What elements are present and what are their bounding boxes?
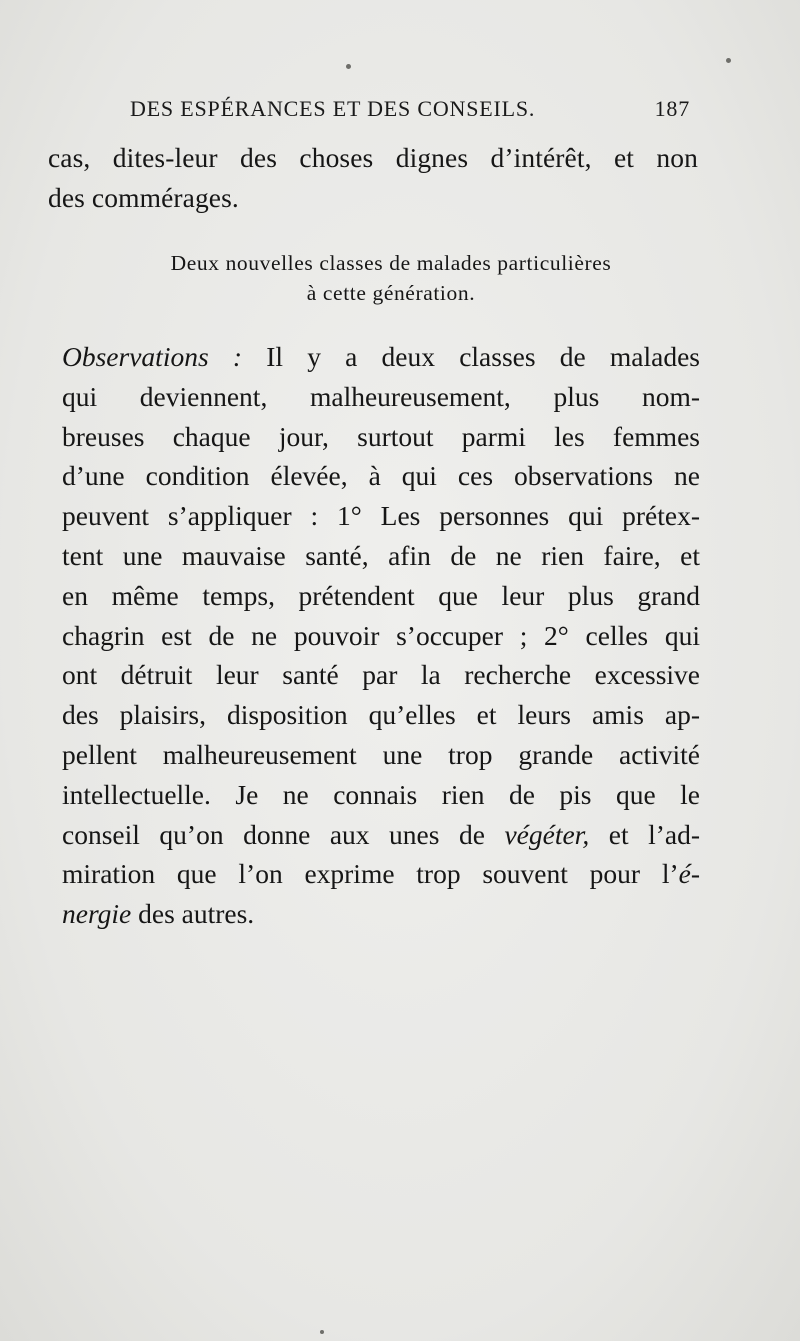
text-span: conseil qu’on donne aux unes de bbox=[62, 818, 485, 850]
observations-label: Observations : bbox=[62, 341, 243, 372]
paper-speck bbox=[346, 64, 351, 69]
text-span: et l’ad- bbox=[608, 818, 701, 850]
text-line: en même temps, prétendent que leur plus grand bbox=[62, 579, 700, 611]
text-line bbox=[62, 337, 700, 377]
text-line: d’une condition élevée, à qui ces observations ne bbox=[62, 460, 700, 492]
italic-word: é- bbox=[678, 858, 700, 890]
text-span: Il y a deux classes de malades bbox=[266, 341, 700, 372]
page-number: 187 bbox=[654, 96, 690, 121]
text-line: pellent malheureusement une trop grande activité bbox=[62, 738, 700, 770]
text-line: qui deviennent, malheureusement, plus nom- bbox=[62, 380, 700, 412]
text-line: cas, dites-leur des choses dignes d’intérêt, et non bbox=[48, 142, 698, 173]
section-heading-line: Deux nouvelles classes de malades particulières bbox=[170, 251, 612, 275]
text-line: ont détruit leur santé par la recherche excessive bbox=[62, 659, 700, 691]
paper-speck bbox=[320, 1330, 324, 1334]
text-line bbox=[62, 894, 700, 934]
running-head bbox=[130, 96, 690, 130]
text-line: chagrin est de ne pouvoir s’occuper ; 2° celles qui bbox=[62, 619, 700, 651]
italic-word: nergie bbox=[62, 898, 132, 930]
text-span: des autres. bbox=[138, 898, 255, 930]
section-heading bbox=[48, 248, 734, 308]
text-span: miration que l’on exprime trop souvent pour l’ bbox=[62, 858, 679, 890]
text-line: breuses chaque jour, surtout parmi les femmes bbox=[62, 420, 700, 452]
section-heading-line: à cette génération. bbox=[306, 281, 476, 305]
text-line: des commérages. bbox=[48, 182, 239, 213]
paragraph bbox=[62, 337, 700, 934]
running-head-title: DES ESPÉRANCES ET DES CONSEILS. bbox=[130, 96, 536, 121]
paper-speck bbox=[726, 58, 731, 63]
text-line: tent une mauvaise santé, afin de ne rien faire, et bbox=[62, 539, 700, 571]
text-line: intellectuelle. Je ne connais rien de pis que le bbox=[62, 778, 700, 810]
text-line bbox=[62, 854, 700, 894]
carryover-text bbox=[48, 138, 698, 218]
text-line: peuvent s’appliquer : 1° Les personnes qui prétex- bbox=[62, 500, 700, 532]
italic-word: végéter, bbox=[504, 818, 590, 850]
text-line: des plaisirs, disposition qu’elles et leurs amis ap- bbox=[62, 699, 700, 731]
text-line bbox=[62, 815, 700, 855]
